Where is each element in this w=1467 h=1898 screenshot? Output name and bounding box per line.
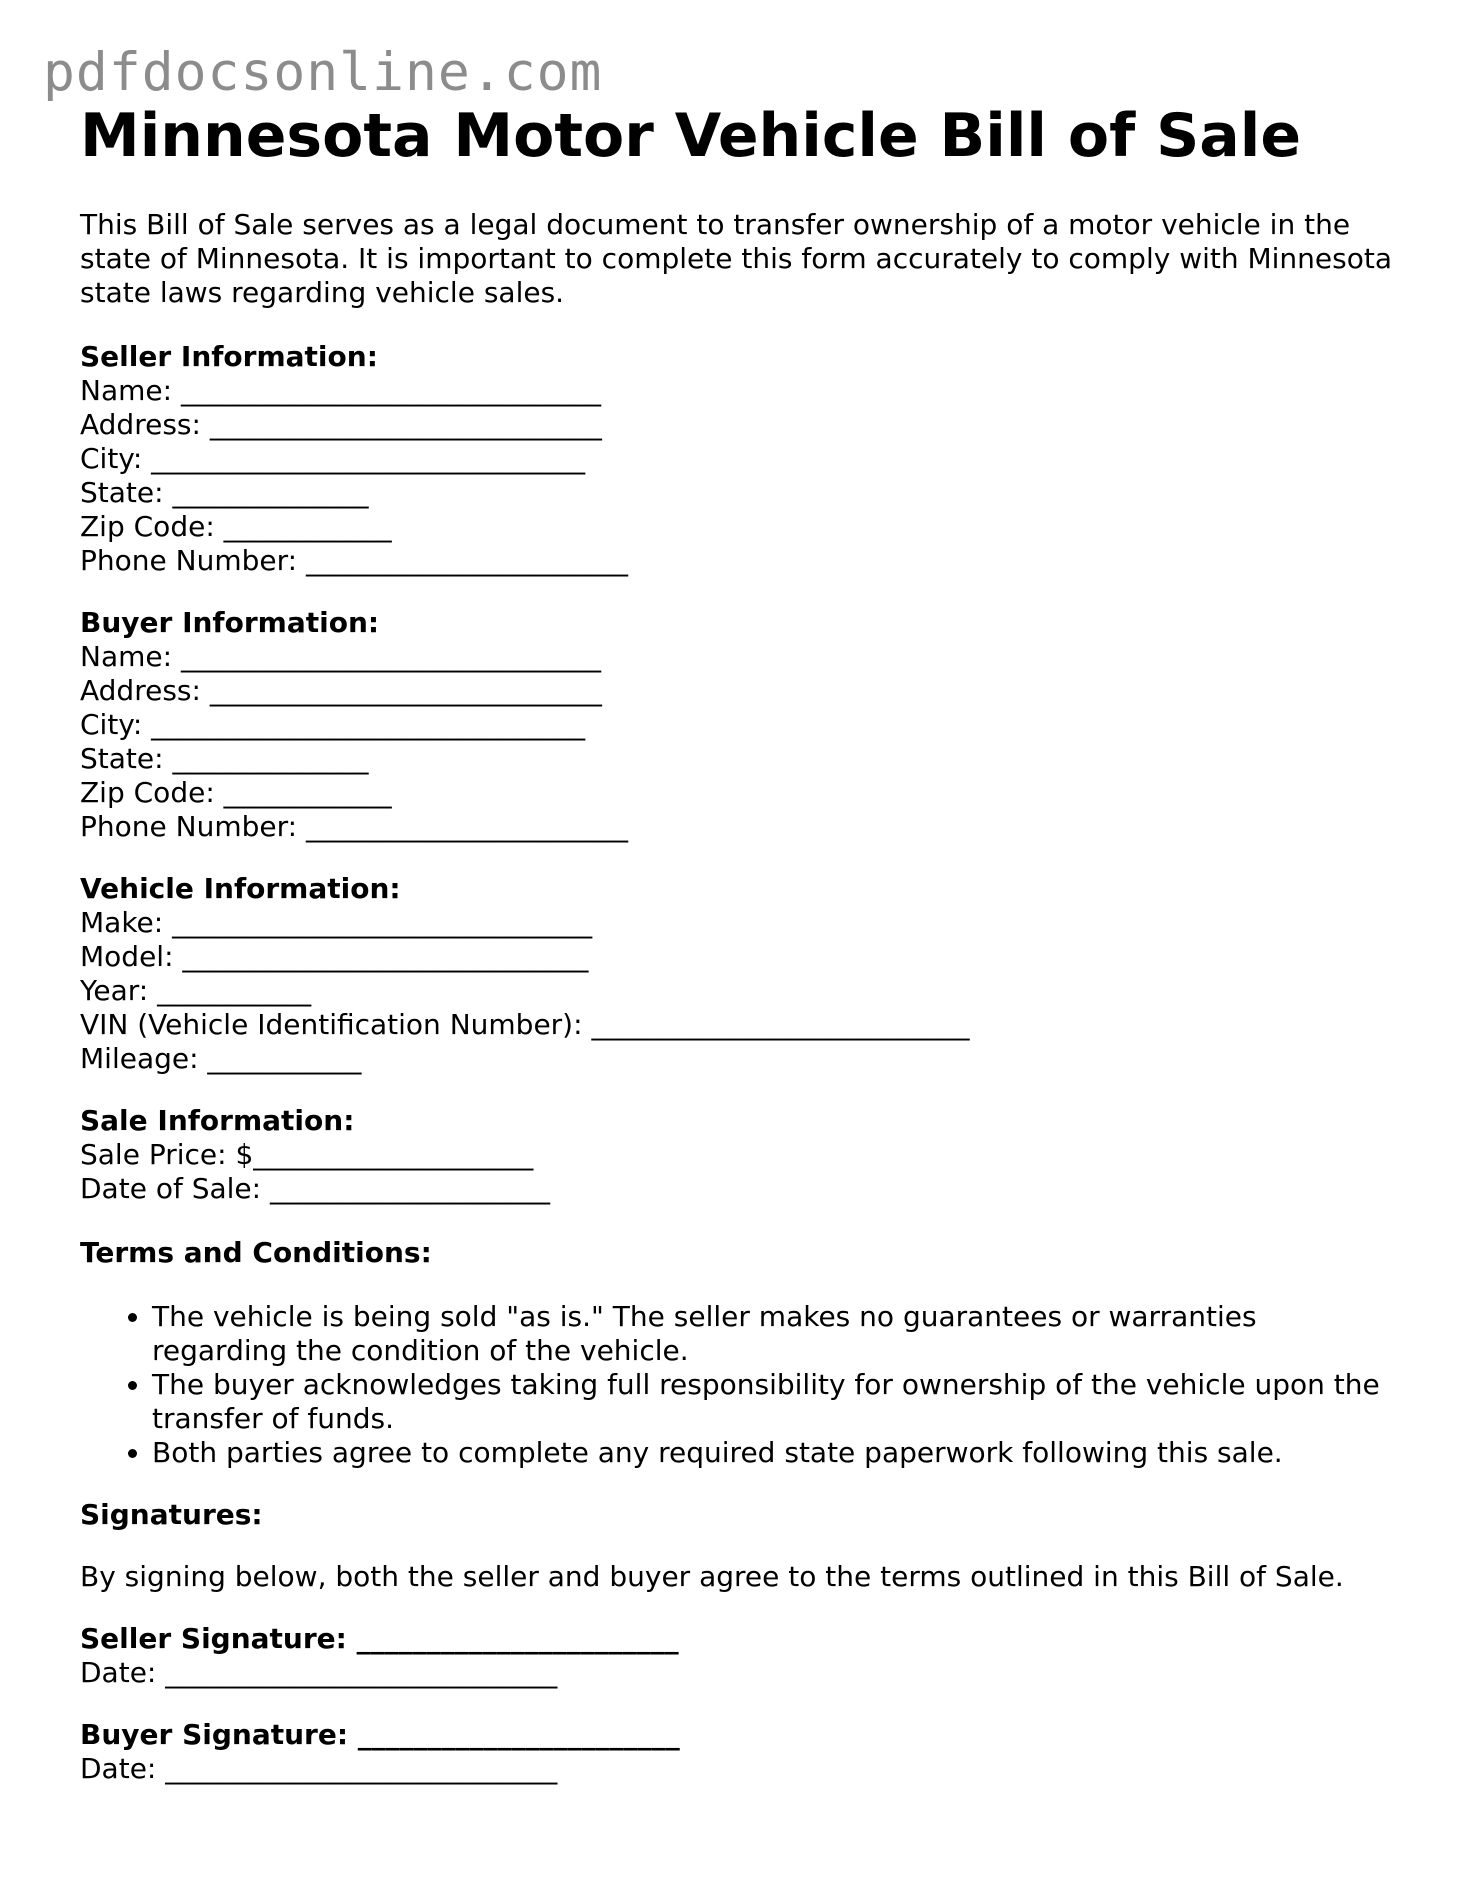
buyer-heading: Buyer Information: [80, 606, 380, 639]
vehicle-vin-field: VIN (Vehicle Identification Number): ___________________________ [80, 1008, 970, 1041]
signatures-heading: Signatures: [80, 1498, 263, 1531]
buyer-signature-block [80, 1718, 1400, 1786]
seller-heading: Seller Information: [80, 340, 378, 373]
vehicle-mileage-field: Mileage: ___________ [80, 1042, 362, 1075]
terms-heading: Terms and Conditions: [80, 1236, 432, 1269]
intro-paragraph: This Bill of Sale serves as a legal document to transfer ownership of a motor vehicle in the state of Minnesota. It is important to complete this form accurately to comply with Minnesota state laws regarding vehicle sales. [80, 208, 1393, 309]
signatures-section [80, 1498, 1400, 1786]
terms-section [80, 1236, 1400, 1470]
seller-signature-date-field: Date: ____________________________ [80, 1656, 558, 1689]
buyer-signature-field: Buyer Signature: _______________________ [80, 1718, 680, 1751]
buyer-name-field: Name: ______________________________ [80, 640, 601, 673]
seller-state-field: State: ______________ [80, 476, 369, 509]
sale-section [80, 1104, 1400, 1206]
seller-address-field: Address: ____________________________ [80, 408, 602, 441]
sale-heading: Sale Information: [80, 1104, 355, 1137]
sale-price-field: Sale Price: $____________________ [80, 1138, 534, 1171]
seller-signature-field: Seller Signature: _______________________ [80, 1622, 679, 1655]
buyer-section [80, 606, 1400, 844]
vehicle-make-field: Make: ______________________________ [80, 906, 593, 939]
sale-date-field: Date of Sale: ____________________ [80, 1172, 550, 1205]
seller-phone-field: Phone Number: _______________________ [80, 544, 628, 577]
buyer-zip-field: Zip Code: ____________ [80, 776, 392, 809]
buyer-address-field: Address: ____________________________ [80, 674, 602, 707]
terms-item-paperwork: • Both parties agree to complete any required state paperwork following this sale. [152, 1436, 1400, 1470]
vehicle-section [80, 872, 1400, 1076]
seller-zip-field: Zip Code: ____________ [80, 510, 392, 543]
vehicle-model-field: Model: _____________________________ [80, 940, 589, 973]
vehicle-year-field: Year: ___________ [80, 974, 312, 1007]
signatures-agreement-text: By signing below, both the seller and buyer agree to the terms outlined in this Bill of Sale. [80, 1560, 1344, 1593]
watermark: pdfdocsonline.com [43, 42, 603, 103]
buyer-phone-field: Phone Number: _______________________ [80, 810, 628, 843]
seller-signature-block [80, 1622, 1400, 1690]
seller-name-field: Name: ______________________________ [80, 374, 601, 407]
document-page [80, 100, 1400, 1786]
document-title: Minnesota Motor Vehicle Bill of Sale [80, 101, 1302, 171]
buyer-city-field: City: _______________________________ [80, 708, 586, 741]
terms-item-as-is: • The vehicle is being sold "as is." The seller makes no guarantees or warranties regarding the condition of the vehicle. [152, 1300, 1400, 1368]
buyer-signature-date-field: Date: ____________________________ [80, 1752, 558, 1785]
buyer-state-field: State: ______________ [80, 742, 369, 775]
seller-city-field: City: _______________________________ [80, 442, 586, 475]
terms-item-responsibility: • The buyer acknowledges taking full responsibility for ownership of the vehicle upon the transfer of funds. [152, 1368, 1400, 1436]
terms-list [80, 1300, 1400, 1470]
seller-section [80, 340, 1400, 578]
vehicle-heading: Vehicle Information: [80, 872, 401, 905]
